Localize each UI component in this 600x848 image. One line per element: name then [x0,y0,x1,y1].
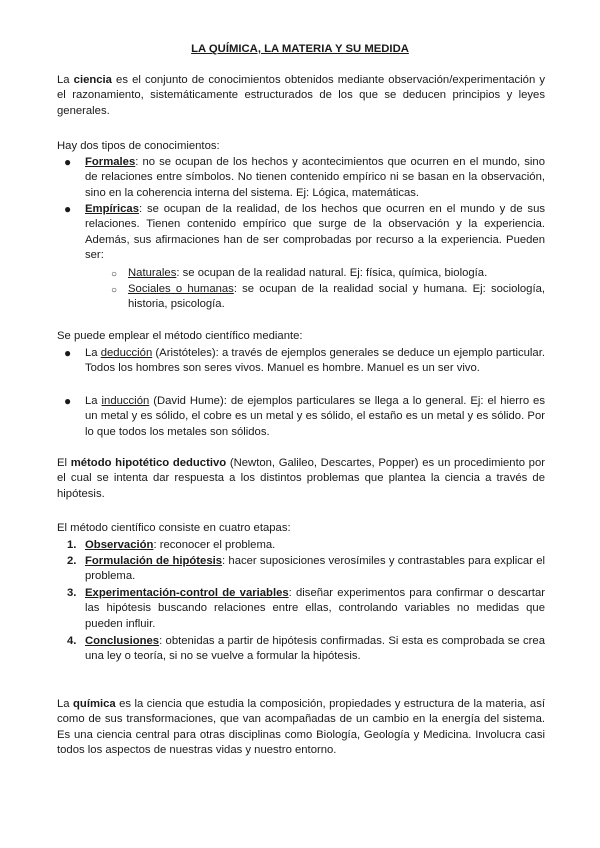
chemistry-term: química [73,698,116,710]
list-item-deduccion [85,346,545,377]
page-title: LA QUÍMICA, LA MATERIA Y SU MEDIDA [191,43,409,55]
list-item-formales [85,155,545,201]
intro-term: ciencia [73,74,112,86]
circle-bullet-icon: ○ [111,285,118,296]
list-item-naturales [128,266,545,281]
stages-heading: El método científico consiste en cuatro etapas: [57,522,291,534]
stage-3-text: : diseñar experimentos para confirmar o descartar las hipótesis buscando relaciones entre ellas, controlando variables no medidas que pueden influir. [85,587,545,630]
bullet-icon: ● [64,202,72,216]
intro-paragraph [57,73,545,119]
stage-3-term: Experimentación-control de variables [85,587,289,599]
bullet-icon: ● [64,346,72,360]
hypothetico-post: (Newton, Galileo, Descartes, Popper) es un procedimiento por el cual se intenta dar respuesta a los distintos problemas que plantea la ciencia a través de hipótesis. [57,457,545,500]
chemistry-post: es la ciencia que estudia la composición, propiedades y estructura de la materia, así como de sus transformaciones, que van acompañadas de un cambio en la energía del sistema. Es una ciencia central para otras disciplinas como Biología, Geología y Medicina. Involucra casi todos los aspectos de nuestras vidas y nuestro entorno. [57,698,545,757]
formales-term: Formales [85,156,136,168]
stage-number: 1. [67,539,77,551]
hypothetico-pre: El [57,457,71,469]
hypothetico-term: método hipotético deductivo [70,457,227,469]
deduccion-term: deducción [100,347,153,359]
formales-text: : no se ocupan de los hechos y acontecimientos que ocurren en el mundo, sino de relaciones entre símbolos. No tienen contenido empírico ni se basan en la observación, sino en la coherencia interna del sistema. Ej: Lógica, matemáticas. [85,156,545,199]
naturales-text: : se ocupan de la realidad natural. Ej: física, química, biología. [176,267,488,279]
induccion-text: (David Hume): de ejemplos particulares se llega a lo general. Ej: el hierro es un metal y es sólido, el cobre es un metal y es sólido, el estaño es un metal y es sólido. Por lo que todos los metales son sólidos. [85,395,545,438]
list-item-empiricas [85,202,545,264]
sociales-text: : se ocupan de la realidad social y humana. Ej: sociología, historia, psicología. [128,283,546,311]
list-item-stage-3 [85,586,545,632]
hypothetico-paragraph [57,456,545,502]
intro-post: es el conjunto de conocimientos obtenidos mediante observación/experimentación y el razonamiento, sistemáticamente estructurados de los que se deducen principios y leyes generales. [57,74,545,117]
naturales-term: Naturales [128,267,177,279]
list-item-induccion [85,394,545,440]
list-item-stage-2 [85,554,545,585]
stage-number: 2. [67,555,77,567]
circle-bullet-icon: ○ [111,269,118,280]
stage-1-text: : reconocer el problema. [153,539,276,551]
chemistry-paragraph [57,697,545,759]
empiricas-term: Empíricas [85,203,140,215]
stage-4-text: : obtenidas a partir de hipótesis confirmadas. Si esta es comprobada se crea una ley o teoría, si no se vuelve a formular la hipótesis. [85,635,545,663]
intro-pre: La [57,74,74,86]
stage-2-text: : hacer suposiciones verosímiles y contrastables para explicar el problema. [85,555,545,583]
chemistry-pre: La [57,698,74,710]
knowledge-heading: Hay dos tipos de conocimientos: [57,140,220,152]
sociales-term: Sociales o humanas [128,283,234,295]
list-item-sociales [128,282,545,313]
deduccion-pre: La [85,347,101,359]
stage-2-term: Formulación de hipótesis [85,555,223,567]
empiricas-text: : se ocupan de la realidad, de los hechos que ocurren en el mundo y de sus relaciones. Tienen contenido empírico que surge de la observación y la experiencia. Además, sus afirmaciones han de ser comprobadas por recurso a la experiencia. Pueden ser: [85,203,545,262]
list-item-stage-1 [85,538,545,553]
stage-number: 4. [67,635,77,647]
stage-4-term: Conclusiones [85,635,160,647]
bullet-icon: ● [64,155,72,169]
bullet-icon: ● [64,394,72,408]
stage-1-term: Observación [85,539,154,551]
method-heading: Se puede emplear el método científico mediante: [57,330,303,342]
induccion-term: inducción [101,395,150,407]
list-item-stage-4 [85,634,545,665]
induccion-pre: La [85,395,102,407]
stage-number: 3. [67,587,77,599]
deduccion-text: (Aristóteles): a través de ejemplos generales se deduce un ejemplo particular. Todos los hombres son seres vivos. Manuel es hombre. Manuel es un ser vivo. [85,347,545,375]
